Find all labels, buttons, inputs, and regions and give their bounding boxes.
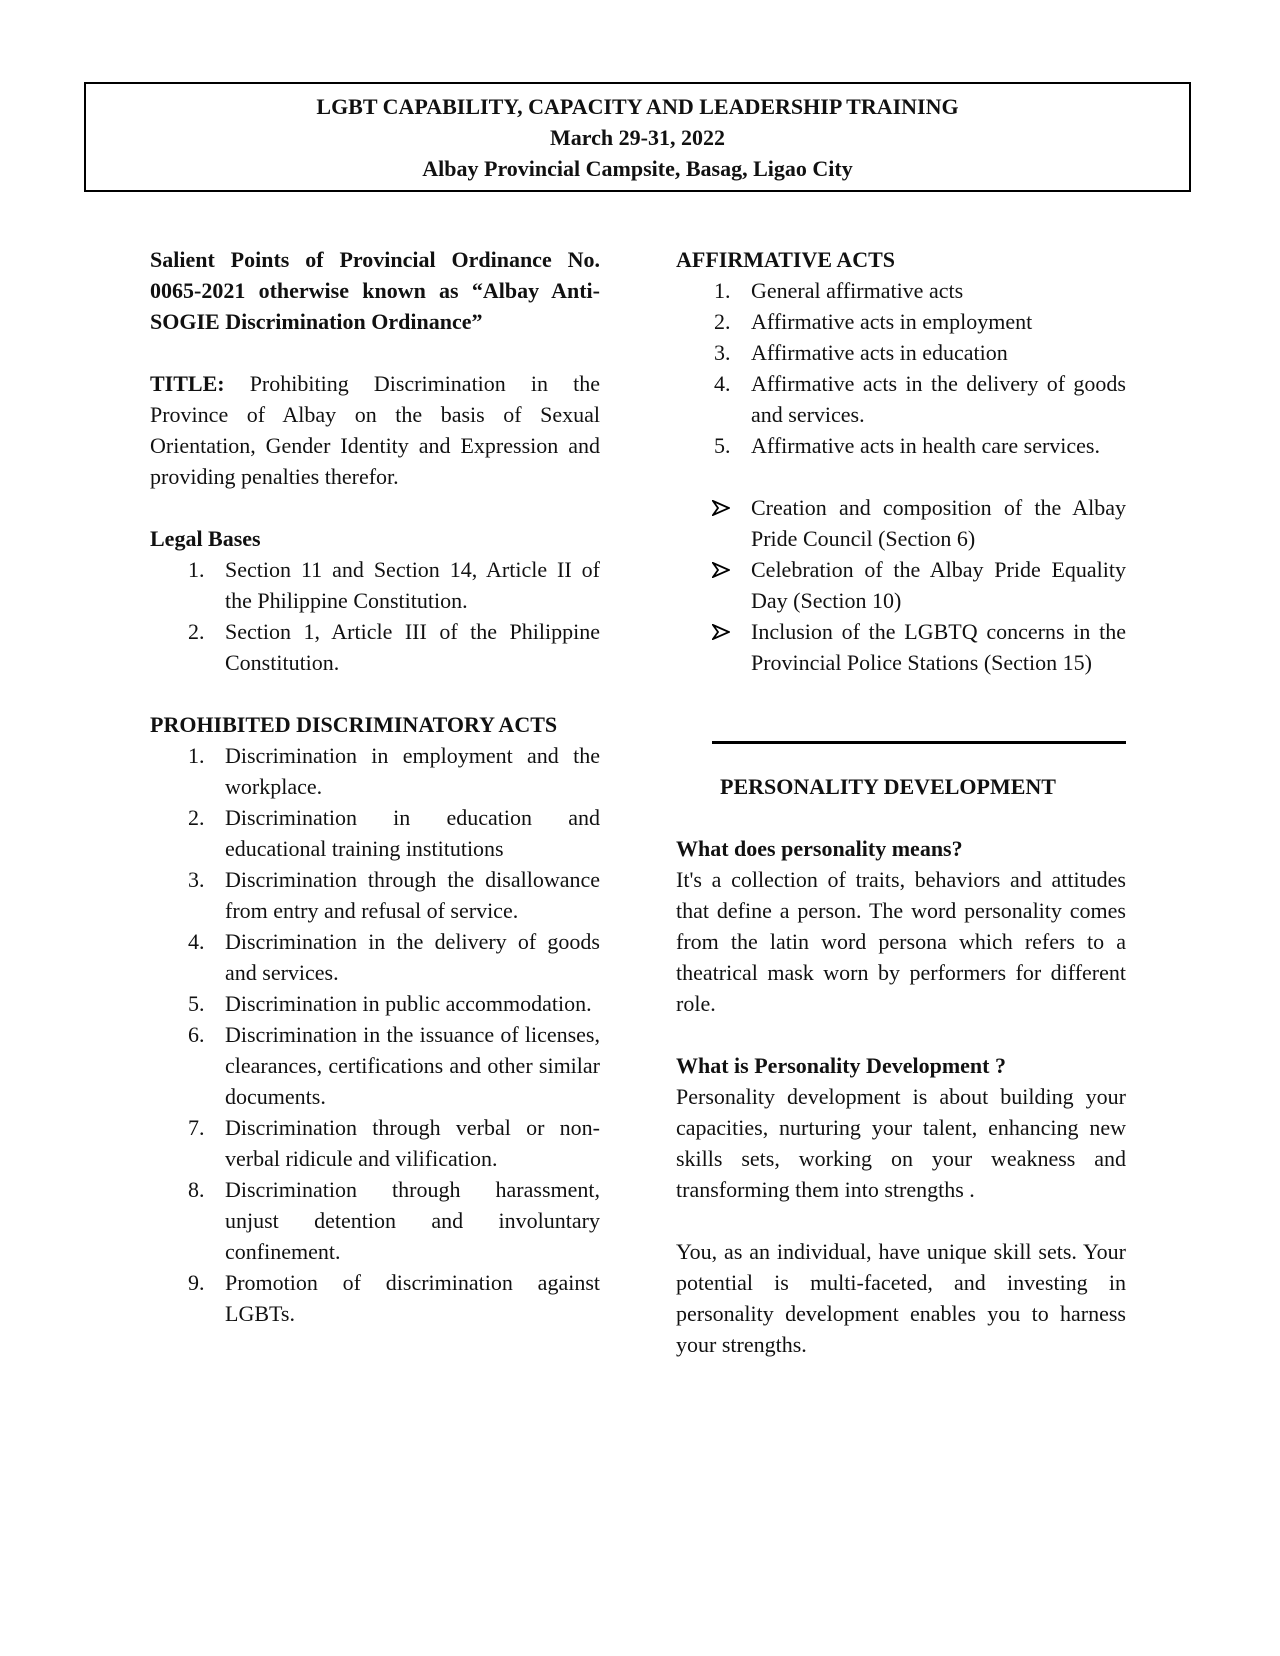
list-item: 6. Discrimination in the issuance of licenses, clearances, certifications and other similar documents. (188, 1022, 600, 1109)
affirmative-list (676, 275, 1126, 461)
arrow-bullet-icon (712, 562, 730, 578)
section-bullets (676, 492, 1126, 678)
title-paragraph (150, 368, 600, 492)
list-item: 5. Discrimination in public accommodation. (188, 991, 592, 1016)
header-title: LGBT CAPABILITY, CAPACITY AND LEADERSHIP TRAINING (316, 93, 959, 119)
arrow-bullet-icon (712, 500, 730, 516)
list-item: 9. Promotion of discrimination against LGBTs. (188, 1270, 600, 1326)
right-column (676, 244, 1126, 1360)
list-item: Inclusion of the LGBTQ concerns in the Provincial Police Stations (Section 15) (676, 616, 1126, 678)
legal-bases-heading: Legal Bases (150, 526, 261, 551)
list-item: 2. Affirmative acts in employment (714, 309, 1033, 334)
section-divider (712, 741, 1126, 744)
list-item: 3. Affirmative acts in education (714, 340, 1008, 365)
document-header (84, 82, 1191, 192)
header-venue: Albay Provincial Campsite, Basag, Ligao City (422, 155, 853, 181)
list-item: 1. General affirmative acts (714, 278, 964, 303)
list-item: 1. Section 11 and Section 14, Article II of the Philippine Constitution. (188, 557, 600, 613)
prohibited-list (150, 740, 600, 1329)
list-item: 8. Discrimination through harassment, unjust detention and involuntary confinement. (188, 1177, 600, 1264)
list-item: 4. Discrimination in the delivery of goods and services. (188, 929, 600, 985)
list-item: 3. Discrimination through the disallowance from entry and refusal of service. (188, 867, 600, 923)
left-column (150, 244, 600, 1329)
list-item: Creation and composition of the Albay Pride Council (Section 6) (676, 492, 1126, 554)
header-date: March 29-31, 2022 (550, 124, 725, 150)
question-1: What does personality means? (676, 836, 963, 861)
personality-development-heading: PERSONALITY DEVELOPMENT (720, 774, 1056, 799)
salient-heading: Salient Points of Provincial Ordinance No. 0065-2021 otherwise known as “Albay Anti-SOGIE Discrimination Ordinance” (150, 247, 600, 334)
list-item: 2. Section 1, Article III of the Philippine Constitution. (188, 619, 600, 675)
affirmative-heading: AFFIRMATIVE ACTS (676, 247, 896, 272)
legal-bases-list (150, 554, 600, 678)
list-item: 4. Affirmative acts in the delivery of goods and services. (714, 371, 1126, 427)
list-item: 1. Discrimination in employment and the workplace. (188, 743, 600, 799)
list-item: 5. Affirmative acts in health care services. (714, 433, 1100, 458)
answer-2: Personality development is about building your capacities, nurturing your talent, enhancing new skills sets, working on your weakness and transforming them into strengths . (676, 1084, 1126, 1202)
answer-3: You, as an individual, have unique skill sets. Your potential is multi-faceted, and investing in personality development enables you to harness your strengths. (676, 1239, 1126, 1357)
title-label: TITLE: (150, 371, 225, 396)
question-2: What is Personality Development ? (676, 1053, 1006, 1078)
prohibited-heading: PROHIBITED DISCRIMINATORY ACTS (150, 712, 558, 737)
title-text: Prohibiting Discrimination in the Province of Albay on the basis of Sexual Orientation, Gender Identity and Expression and providing penalties therefor. (150, 371, 600, 489)
list-item: Celebration of the Albay Pride Equality Day (Section 10) (676, 554, 1126, 616)
arrow-bullet-icon (712, 624, 730, 640)
list-item: 7. Discrimination through verbal or non-verbal ridicule and vilification. (188, 1115, 600, 1171)
list-item: 2. Discrimination in education and educational training institutions (188, 805, 600, 861)
answer-1: It's a collection of traits, behaviors and attitudes that define a person. The word personality comes from the latin word persona which refers to a theatrical mask worn by performers for different role. (676, 867, 1126, 1016)
